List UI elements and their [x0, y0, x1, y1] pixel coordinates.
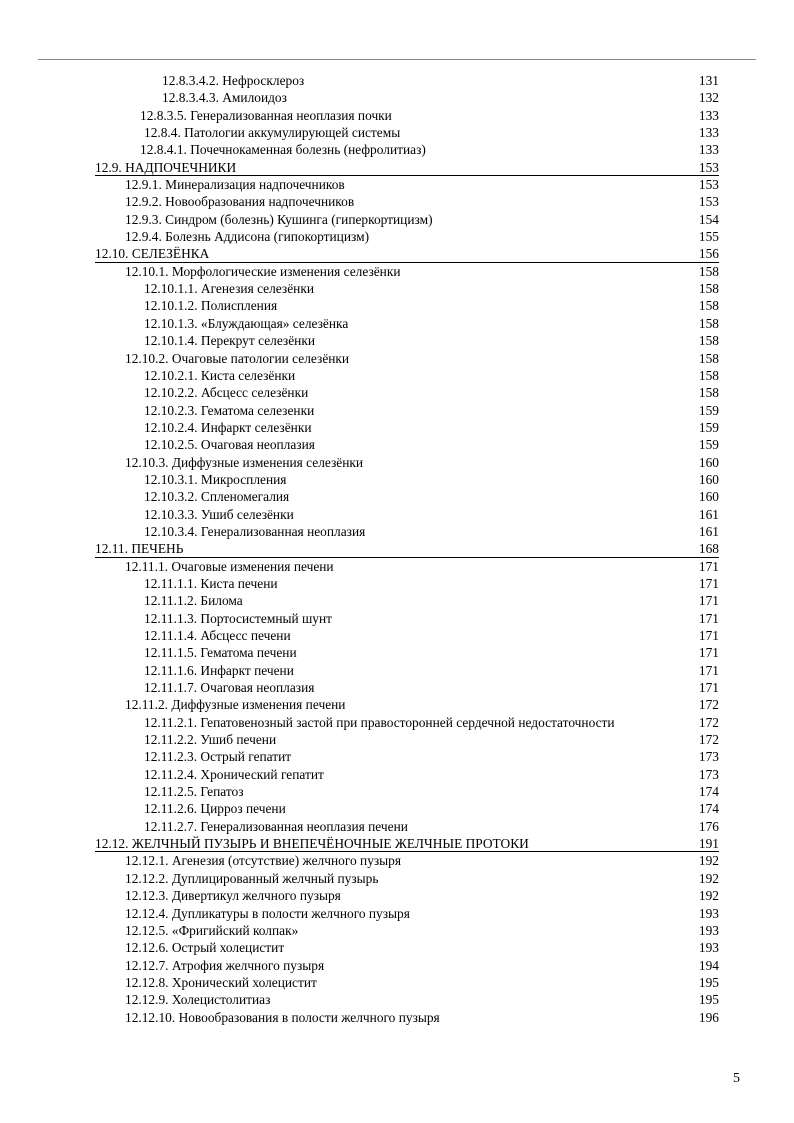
toc-entry-page: 193 [698, 922, 719, 938]
toc-entry-page: 173 [698, 749, 719, 765]
toc-entry-page: 172 [698, 714, 719, 730]
toc-entry-page: 155 [698, 229, 719, 245]
toc-entry[interactable] [95, 315, 719, 332]
toc-entry-page: 158 [698, 350, 719, 366]
toc-entry-title: 12.10. СЕЛЕЗЁНКА [95, 246, 210, 262]
toc-entry-title: 12.12.9. Холецистолитиаз [125, 992, 271, 1008]
page-number: 5 [733, 1071, 740, 1086]
toc-entry[interactable] [95, 905, 719, 922]
toc-entry-title: 12.11.1.2. Билома [144, 593, 243, 609]
toc-entry-title: 12.10.1.1. Агенезия селезёнки [144, 281, 314, 297]
toc-entry-page: 158 [698, 298, 719, 314]
toc-entry-title: 12.11.2.3. Острый гепатит [144, 749, 292, 765]
toc-entry-page: 196 [698, 1009, 719, 1025]
toc-entry-page: 159 [698, 402, 719, 418]
toc-entry[interactable] [95, 367, 719, 384]
toc-entry-title: 12.12.6. Острый холецистит [125, 940, 285, 956]
toc-entry-page: 191 [698, 836, 719, 852]
toc-entry[interactable] [95, 454, 719, 471]
toc-entry-title: 12.11.1.7. Очаговая неоплазия [144, 680, 315, 696]
toc-entry[interactable] [95, 506, 719, 523]
toc-entry-title: 12.10.3.4. Генерализованная неоплазия [144, 523, 366, 539]
toc-entry[interactable] [95, 592, 719, 609]
toc-entry[interactable] [95, 263, 719, 280]
toc-entry-page: 193 [698, 940, 719, 956]
toc-entry[interactable] [95, 922, 719, 939]
table-of-contents [95, 72, 719, 1026]
toc-section-entry[interactable] [95, 835, 719, 852]
toc-entry-page: 160 [698, 489, 719, 505]
toc-entry[interactable] [95, 558, 719, 575]
toc-entry-page: 153 [698, 159, 719, 175]
toc-entry-page: 172 [698, 697, 719, 713]
toc-entry-title: 12.10.2.3. Гематома селезенки [144, 402, 315, 418]
toc-entry-page: 159 [698, 419, 719, 435]
toc-entry-title: 12.11.2.6. Цирроз печени [144, 801, 286, 817]
toc-entry-page: 171 [698, 628, 719, 643]
toc-entry-title: 12.10.1.3. «Блуждающая» селезёнка [144, 315, 349, 331]
toc-entry[interactable] [95, 939, 719, 956]
toc-entry[interactable] [95, 72, 719, 89]
toc-entry-page: 132 [698, 90, 719, 106]
toc-entry[interactable] [95, 384, 719, 401]
toc-entry-title: 12.11.1.6. Инфаркт печени [144, 662, 294, 678]
toc-entry-title: 12.11. ПЕЧЕНЬ [95, 541, 184, 557]
toc-entry-page: 161 [698, 506, 719, 522]
toc-entry-title: 12.10.1. Морфологические изменения селезёнки [125, 263, 401, 279]
toc-entry-page: 160 [698, 454, 719, 470]
toc-entry[interactable] [95, 211, 719, 228]
toc-entry-title: 12.10.3.2. Спленомегалия [144, 489, 290, 505]
toc-entry[interactable] [95, 419, 719, 436]
toc-entry-title: 12.11.2.1. Гепатовенозный застой при правосторонней сердечной недостаточности [144, 714, 615, 730]
toc-entry-title: 12.11.2.4. Хронический гепатит [144, 766, 324, 782]
toc-entry-page: 131 [698, 73, 719, 88]
toc-entry-title: 12.12.7. Атрофия желчного пузыря [125, 957, 325, 973]
toc-entry-page: 158 [698, 263, 719, 279]
toc-entry-page: 156 [698, 246, 719, 262]
toc-entry-page: 168 [698, 541, 719, 557]
toc-entry-title: 12.10.1.4. Перекрут селезёнки [144, 333, 315, 349]
toc-entry-page: 158 [698, 367, 719, 383]
toc-entry-title: 12.8.4. Патологии аккумулирующей системы [144, 125, 401, 141]
toc-entry-page: 195 [698, 992, 719, 1008]
toc-entry-title: 12.11.2.7. Генерализованная неоплазия печени [144, 818, 408, 834]
toc-entry-title: 12.10.2.4. Инфаркт селезёнки [144, 419, 312, 435]
toc-entry-title: 12.10.2.5. Очаговая неоплазия [144, 437, 315, 453]
toc-entry-page: 171 [698, 575, 719, 591]
toc-entry[interactable] [95, 644, 719, 661]
toc-entry-page: 133 [698, 125, 719, 141]
toc-entry-page: 174 [698, 801, 719, 817]
toc-entry-title: 12.10.1.2. Полиспления [144, 298, 278, 314]
toc-entry[interactable] [95, 228, 719, 245]
toc-entry-page: 160 [698, 471, 719, 487]
toc-entry-page: 192 [698, 870, 719, 886]
toc-entry-title: 12.11.1.3. Портосистемный шунт [144, 610, 333, 626]
toc-entry[interactable] [95, 89, 719, 106]
toc-entry-page: 158 [698, 315, 719, 331]
toc-entry-title: 12.12.2. Дуплицированный желчный пузырь [125, 870, 379, 886]
toc-entry-title: 12.9. НАДПОЧЕЧНИКИ [95, 159, 237, 175]
toc-entry-title: 12.12.3. Дивертикул желчного пузыря [125, 888, 341, 904]
toc-entry[interactable] [95, 627, 719, 644]
toc-entry-page: 158 [698, 385, 719, 401]
toc-entry-page: 192 [698, 888, 719, 904]
toc-entry-title: 12.8.4.1. Почечнокаменная болезнь (нефролитиаз) [140, 142, 426, 158]
toc-entry-title: 12.10.3. Диффузные изменения селезёнки [125, 454, 364, 470]
toc-entry-title: 12.12.10. Новообразования в полости желчного пузыря [125, 1009, 440, 1025]
toc-entry-page: 174 [698, 784, 719, 800]
toc-entry-page: 195 [698, 974, 719, 990]
toc-entry-page: 171 [698, 610, 719, 626]
toc-entry-title: 12.9.1. Минерализация надпочечников [125, 177, 345, 193]
toc-entry[interactable] [95, 731, 719, 748]
toc-entry-title: 12.11.2.5. Гепатоз [144, 784, 244, 800]
toc-entry-title: 12.10.3.3. Ушиб селезёнки [144, 506, 294, 522]
toc-entry[interactable] [95, 887, 719, 904]
toc-entry[interactable] [95, 332, 719, 349]
toc-entry-title: 12.11.1.5. Гематома печени [144, 645, 297, 661]
toc-entry-page: 192 [698, 853, 719, 869]
toc-entry-page: 171 [698, 593, 719, 609]
toc-entry[interactable] [95, 193, 719, 210]
toc-entry[interactable] [95, 1009, 719, 1026]
toc-entry[interactable] [95, 610, 719, 627]
toc-entry-title: 12.8.3.5. Генерализованная неоплазия почки [140, 107, 392, 123]
toc-entry-page: 173 [698, 766, 719, 782]
toc-entry-title: 12.10.2.2. Абсцесс селезёнки [144, 385, 309, 401]
toc-entry-title: 12.11.1. Очаговые изменения печени [125, 558, 334, 574]
toc-entry-title: 12.9.4. Болезнь Аддисона (гипокортицизм) [125, 229, 370, 245]
toc-entry-title: 12.11.1.4. Абсцесс печени [144, 628, 291, 643]
toc-entry[interactable] [95, 402, 719, 419]
toc-entry[interactable] [95, 141, 719, 158]
toc-entry[interactable] [95, 696, 719, 713]
toc-entry-title: 12.10.2. Очаговые патологии селезёнки [125, 350, 350, 366]
toc-entry-page: 176 [698, 818, 719, 834]
toc-entry[interactable] [95, 818, 719, 835]
toc-entry[interactable] [95, 766, 719, 783]
toc-entry-title: 12.12.8. Хронический холецистит [125, 974, 317, 990]
toc-entry-page: 172 [698, 732, 719, 748]
toc-entry-page: 193 [698, 905, 719, 921]
toc-entry-title: 12.12. ЖЕЛЧНЫЙ ПУЗЫРЬ И ВНЕПЕЧЁНОЧНЫЕ ЖЕЛЧНЫЕ ПРОТОКИ [95, 836, 529, 852]
toc-entry-page: 153 [698, 194, 719, 210]
toc-entry-page: 153 [698, 177, 719, 193]
toc-entry-title: 12.11.2.2. Ушиб печени [144, 732, 277, 748]
toc-entry[interactable] [95, 957, 719, 974]
toc-section-entry[interactable] [95, 540, 719, 557]
toc-entry[interactable] [95, 436, 719, 453]
toc-entry-title: 12.12.5. «Фригийский колпак» [125, 922, 299, 938]
toc-entry[interactable] [95, 124, 719, 141]
toc-entry-page: 171 [698, 662, 719, 678]
toc-entry-page: 154 [698, 211, 719, 227]
toc-entry-title: 12.11.1.1. Киста печени [144, 575, 278, 591]
toc-entry[interactable] [95, 783, 719, 800]
toc-entry-title: 12.8.3.4.2. Нефросклероз [162, 73, 305, 88]
toc-entry-title: 12.8.3.4.3. Амилоидоз [162, 90, 287, 106]
toc-entry-title: 12.12.1. Агенезия (отсутствие) желчного пузыря [125, 853, 402, 869]
toc-entry[interactable] [95, 350, 719, 367]
toc-entry[interactable] [95, 870, 719, 887]
toc-entry-title: 12.10.2.1. Киста селезёнки [144, 367, 296, 383]
toc-entry[interactable] [95, 852, 719, 869]
toc-entry[interactable] [95, 280, 719, 297]
toc-entry[interactable] [95, 714, 719, 731]
toc-entry[interactable] [95, 974, 719, 991]
header-rule [38, 59, 756, 60]
toc-entry-title: 12.9.2. Новообразования надпочечников [125, 194, 355, 210]
toc-entry[interactable] [95, 523, 719, 540]
toc-entry-title: 12.9.3. Синдром (болезнь) Кушинга (гиперкортицизм) [125, 211, 433, 227]
toc-entry-title: 12.10.3.1. Микроспления [144, 471, 287, 487]
toc-entry[interactable] [95, 575, 719, 592]
toc-entry-page: 171 [698, 680, 719, 696]
toc-entry-title: 12.12.4. Дупликатуры в полости желчного пузыря [125, 905, 410, 921]
toc-entry[interactable] [95, 800, 719, 817]
toc-entry[interactable] [95, 488, 719, 505]
toc-entry-page: 158 [698, 281, 719, 297]
toc-entry[interactable] [95, 471, 719, 488]
toc-entry-page: 133 [698, 107, 719, 123]
toc-section-entry[interactable] [95, 159, 719, 176]
toc-entry[interactable] [95, 176, 719, 193]
toc-entry-page: 194 [698, 957, 719, 973]
toc-entry-page: 158 [698, 333, 719, 349]
toc-entry-page: 159 [698, 437, 719, 453]
toc-entry[interactable] [95, 679, 719, 696]
toc-entry-page: 171 [698, 645, 719, 661]
toc-entry[interactable] [95, 991, 719, 1008]
toc-entry[interactable] [95, 662, 719, 679]
toc-entry[interactable] [95, 748, 719, 765]
toc-entry[interactable] [95, 297, 719, 314]
toc-entry-title: 12.11.2. Диффузные изменения печени [125, 697, 346, 713]
toc-section-entry[interactable] [95, 245, 719, 262]
toc-entry-page: 133 [698, 142, 719, 158]
toc-entry-page: 161 [698, 523, 719, 539]
toc-entry-page: 171 [698, 558, 719, 574]
toc-entry[interactable] [95, 107, 719, 124]
